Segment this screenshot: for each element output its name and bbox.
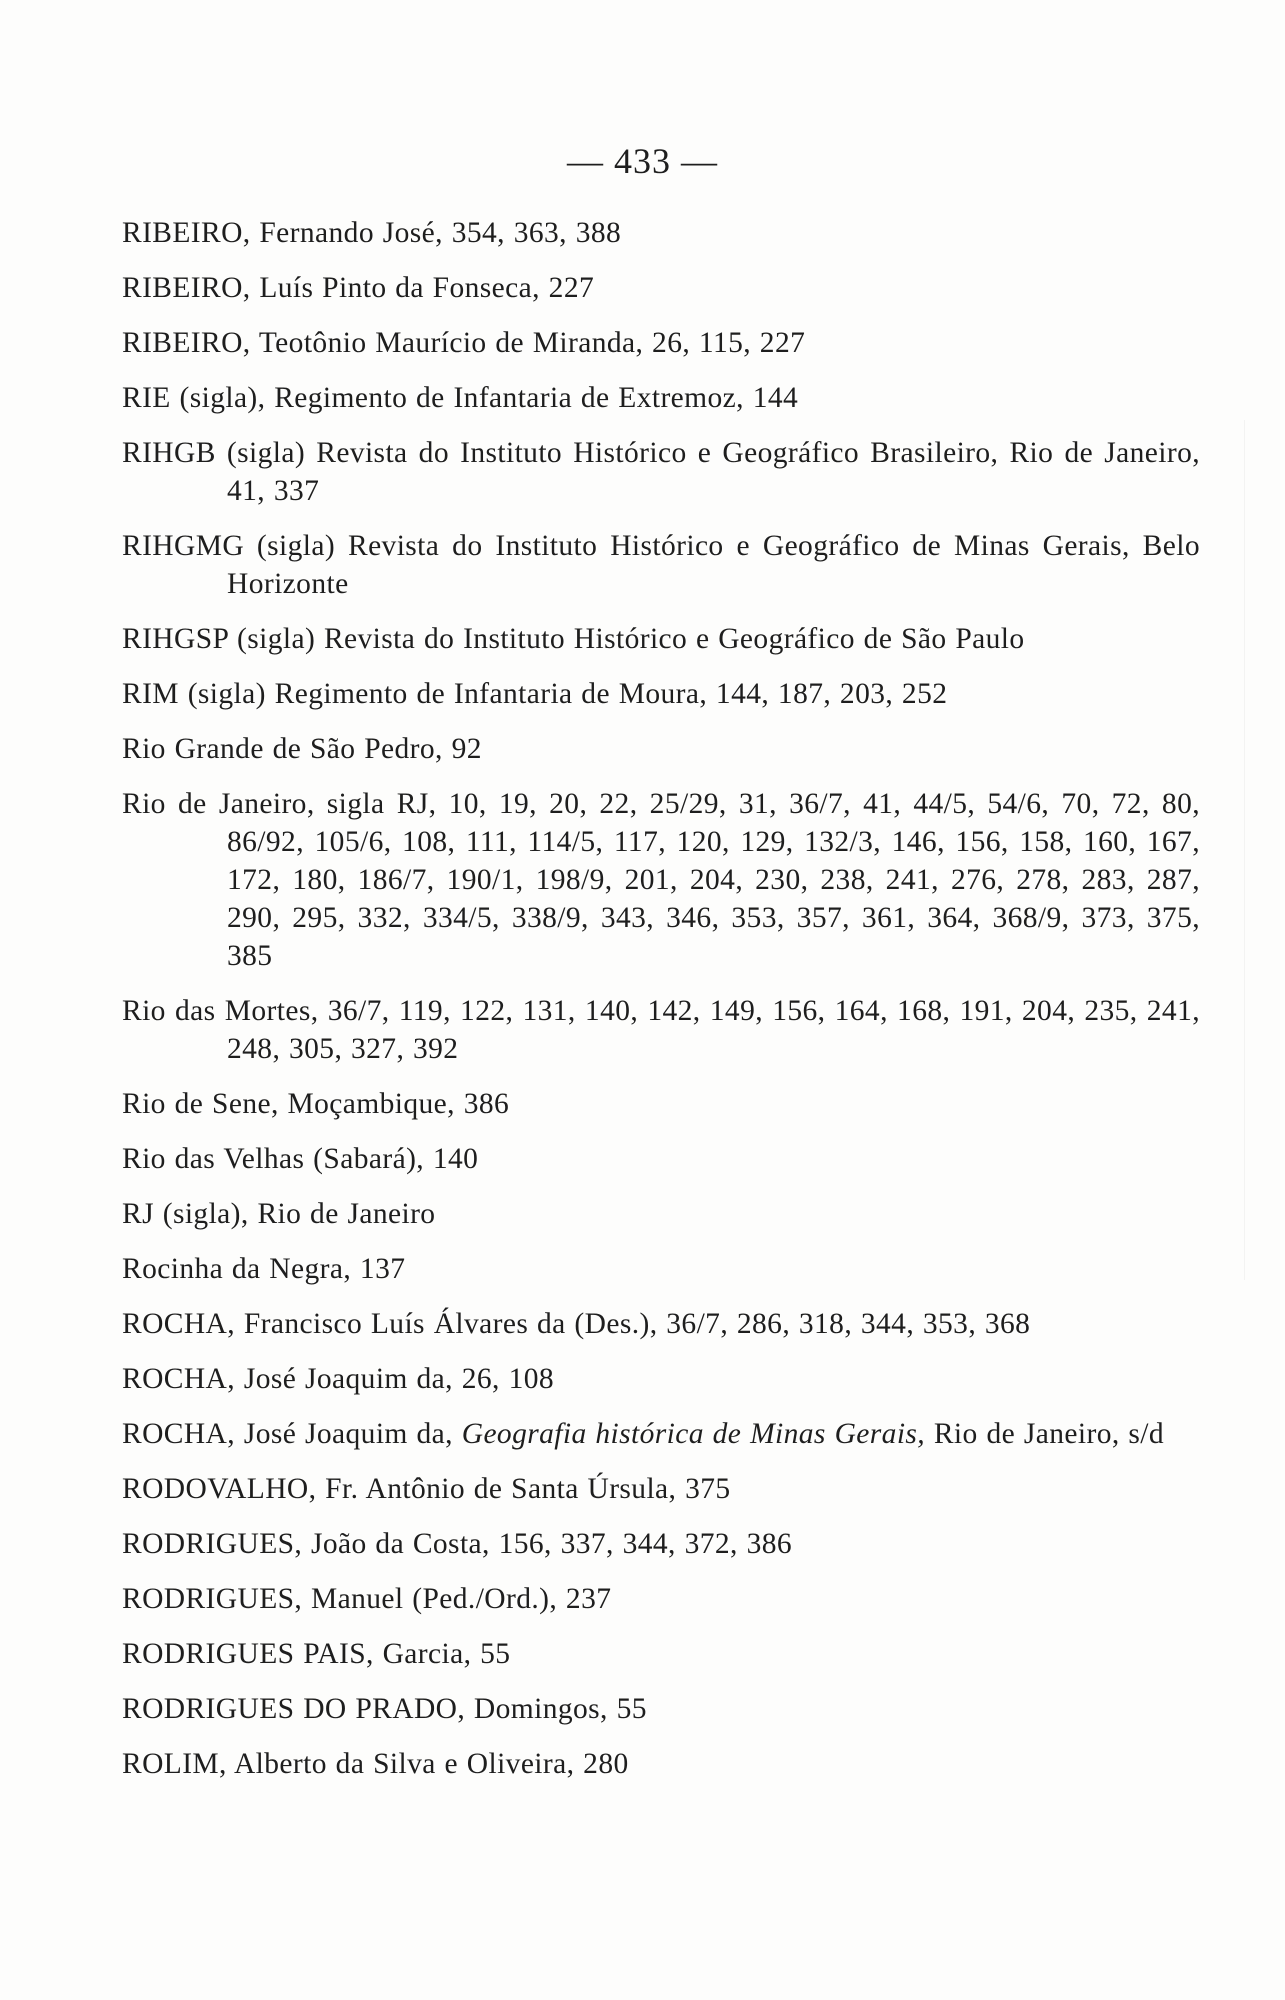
index-entry: Rio de Janeiro, sigla RJ, 10, 19, 20, 22, 25/29, 31, 36/7, 41, 44/5, 54/6, 70, 72, 80, 86/92, 105/6, 108, 111, 114/5, 117, 120, 129, 132/3, 146, 156, 158, 160, 167, 172, 180, 186/7, 190/1, 198/9, 201, 204, 230, 238, 241, 276, 278, 283, 287, 290, 295, 332, 334/5, 338/9, 343, 346, 353, 357, 361, 364, 368/9, 373, 375, 385	[122, 788, 1200, 972]
index-entry: RIBEIRO, Teotônio Maurício de Miranda, 26, 115, 227	[122, 327, 806, 359]
index-entry: RODRIGUES, Manuel (Ped./Ord.), 237	[122, 1583, 612, 1615]
index-entry: Rio das Mortes, 36/7, 119, 122, 131, 140, 142, 149, 156, 164, 168, 191, 204, 235, 241, 248, 305, 327, 392	[122, 995, 1200, 1065]
index-entry: RIBEIRO, Fernando José, 354, 363, 388	[122, 217, 622, 249]
index-entry: RODRIGUES DO PRADO, Domingos, 55	[122, 1693, 647, 1725]
index-entry: RIBEIRO, Luís Pinto da Fonseca, 227	[122, 272, 595, 304]
index-list	[122, 214, 1200, 1800]
page-number: — 433 —	[567, 141, 718, 181]
index-entry: RODRIGUES, João da Costa, 156, 337, 344, 372, 386	[122, 1528, 793, 1560]
index-entry: Rocinha da Negra, 137	[122, 1253, 406, 1285]
index-entry: RIHGSP (sigla) Revista do Instituto Histórico e Geográfico de São Paulo	[122, 623, 1025, 655]
index-entry: RIM (sigla) Regimento de Infantaria de Moura, 144, 187, 203, 252	[122, 678, 948, 710]
entry-suffix: Rio de Janeiro, s/d	[925, 1418, 1165, 1450]
index-entry: RODOVALHO, Fr. Antônio de Santa Úrsula, 375	[122, 1473, 731, 1505]
index-entry: ROCHA, José Joaquim da, 26, 108	[122, 1363, 555, 1395]
entry-prefix: ROCHA, José Joaquim da,	[122, 1418, 462, 1450]
index-entry: RIHGMG (sigla) Revista do Instituto Histórico e Geográfico de Minas Gerais, Belo Horizonte	[122, 530, 1200, 600]
index-entry: Rio Grande de São Pedro, 92	[122, 733, 482, 765]
book-title: Geografia histórica de Minas Gerais,	[461, 1418, 926, 1450]
index-entry: Rio de Sene, Moçambique, 386	[122, 1088, 510, 1120]
index-entry-with-title	[122, 1415, 1200, 1453]
index-entry: RODRIGUES PAIS, Garcia, 55	[122, 1638, 511, 1670]
index-entry: RIHGB (sigla) Revista do Instituto Histórico e Geográfico Brasileiro, Rio de Janeiro, 41, 337	[122, 437, 1200, 507]
index-entry: RJ (sigla), Rio de Janeiro	[122, 1198, 436, 1230]
index-entry: ROLIM, Alberto da Silva e Oliveira, 280	[122, 1748, 629, 1780]
index-entry: Rio das Velhas (Sabará), 140	[122, 1143, 479, 1175]
index-entry: ROCHA, Francisco Luís Álvares da (Des.), 36/7, 286, 318, 344, 353, 368	[122, 1308, 1031, 1340]
index-entry: RIE (sigla), Regimento de Infantaria de Extremoz, 144	[122, 382, 799, 414]
scan-edge-mark	[1244, 420, 1285, 1280]
